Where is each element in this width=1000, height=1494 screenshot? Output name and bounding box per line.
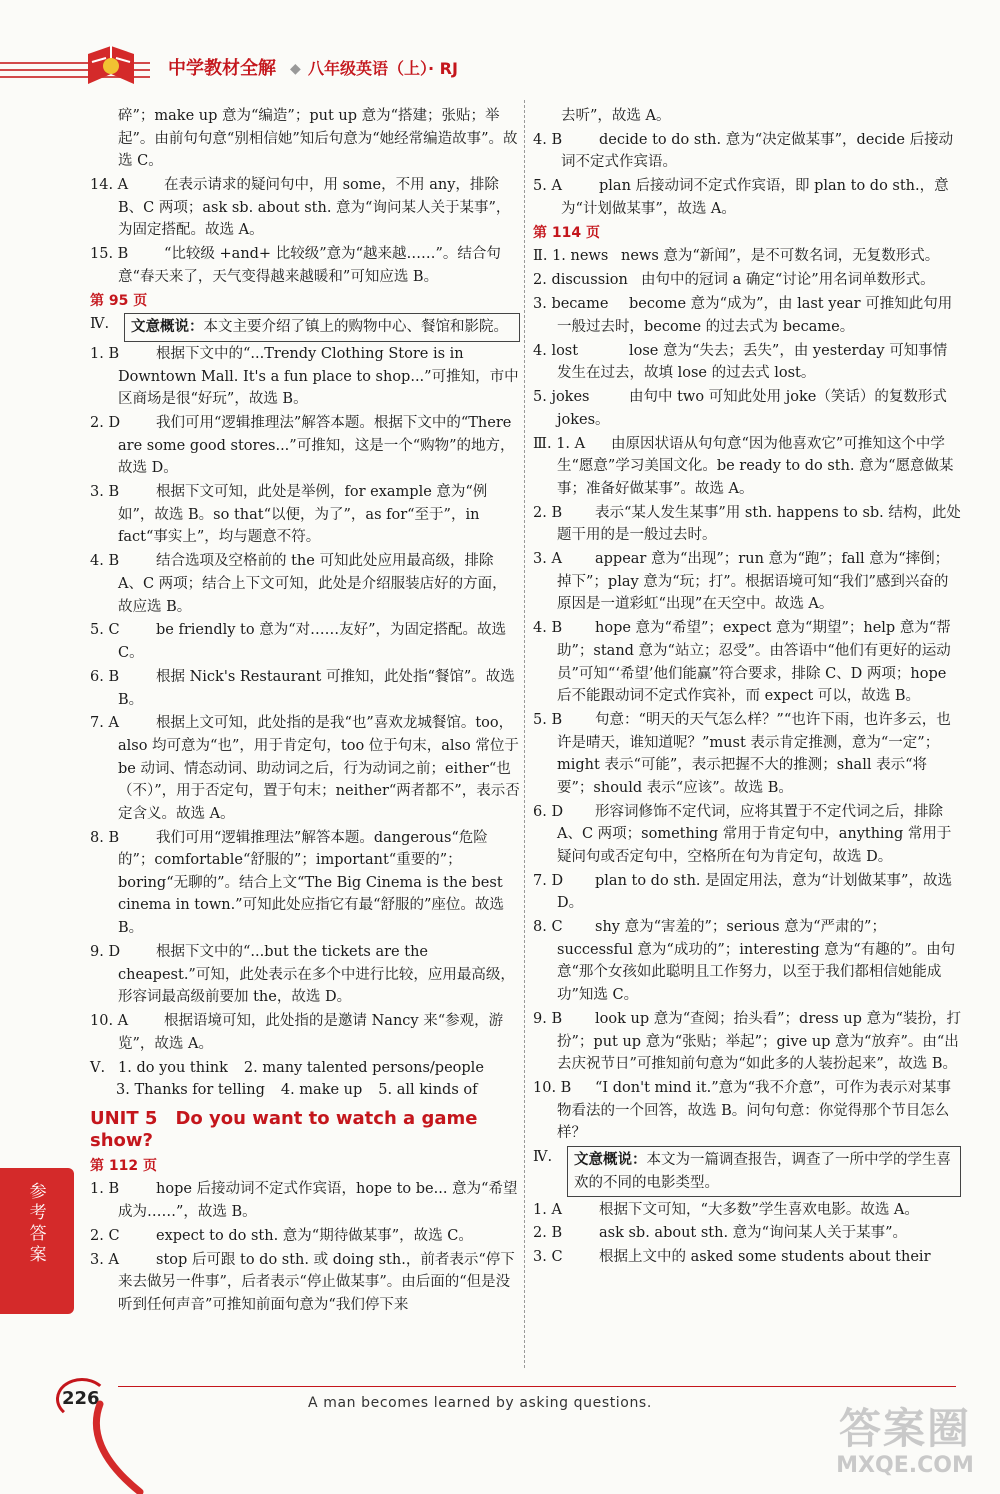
page-heading-114: 第 114 页 (533, 224, 600, 241)
answer-item (533, 175, 961, 220)
answer-number: 15. B (90, 246, 129, 263)
answer-text: lose 意为“失去；丢失”，由 yesterday 可知事情发生在过去，故填 lose 的过去式 lost。 (557, 342, 948, 382)
answer-text: 去听”，故选 A。 (561, 108, 671, 124)
answer-text: plan 后接动词不定式作宾语，即 plan to do sth.，意为“计划做某事”，故选 A。 (561, 178, 949, 217)
answer-item (533, 293, 961, 338)
answer-entry: 4. make up (280, 1082, 363, 1099)
page-112-answers (90, 1178, 520, 1316)
answer-text: decide to do sth. 意为“决定做某事”，decide 后接动词不定式作宾语。 (561, 131, 954, 171)
decorative-swoosh-icon (60, 1400, 150, 1494)
answer-text: 表示“某人发生某事”用 sth. happens to sb. 结构，此处题干用的是一般过去时。 (557, 504, 961, 544)
answer-entry: 1. do you think (118, 1059, 228, 1076)
answer-item (533, 1222, 961, 1245)
answer-item (90, 712, 520, 825)
answer-item (90, 1178, 520, 1223)
answer-number: 2. discussion (533, 272, 628, 289)
section-5-answers (90, 1057, 520, 1102)
answer-text: 形容词修饰不定代词，应将其置于不定代词之后，排除 A、C 两项；something 常用于肯定句中，anything 常用于疑问句或否定句中，空格所在句为肯定句，故选 D。 (557, 803, 952, 865)
answer-number: 2. B (533, 1225, 563, 1242)
answer-number: 4. lost (533, 342, 579, 359)
summary-text: 本文主要介绍了镇上的购物中心、餐馆和影院。 (203, 319, 508, 336)
page-heading-95: 第 95 页 (90, 292, 148, 309)
answer-item (533, 245, 961, 268)
answer-item (90, 412, 520, 480)
answer-number: 2. B (533, 504, 563, 521)
answer-number: 5. B (533, 712, 563, 728)
page-heading-112: 第 112 页 (90, 1157, 157, 1174)
answer-text: 根据上文可知，此处指的是我“也”喜欢龙城餐馆。too，also 均可意为“也”，用于肯定句，too 位于句末，also 常位于 be 动词、情态动词、助动词之后，行为动词之前；either“也（不）”，用于否定句，置于句末；neither“两者都不”，表示否定含义。故选 A。 (118, 715, 520, 822)
answer-number: 8. C (533, 919, 563, 936)
answer-number: Ⅱ. 1. news (533, 248, 609, 265)
answer-item (533, 709, 961, 799)
answer-item (533, 1077, 961, 1145)
answer-number: 1. A (533, 1201, 562, 1218)
answer-number: 9. B (533, 1010, 563, 1027)
answer-number: 4. B (533, 131, 563, 148)
answer-item (90, 105, 520, 173)
subject-title: 八年级英语（上）· RJ (308, 59, 458, 78)
answer-number: 1. B (90, 346, 120, 363)
answer-item (90, 343, 520, 411)
answer-text: 根据下文中的“...Trendy Clothing Store is in Downtown Mall. It's a fun place to shop...”可推知，市中区商场是很“好玩”，故选 B。 (118, 346, 519, 408)
left-items-continued (90, 105, 520, 288)
answer-item (533, 1199, 961, 1222)
answer-number: Ⅲ. 1. A (533, 435, 586, 452)
answer-item (90, 550, 520, 618)
unit-title: UNIT 5 Do you want to watch a game show? (90, 1107, 478, 1152)
answer-item (90, 481, 520, 549)
answer-item (533, 340, 961, 385)
answer-item (533, 801, 961, 869)
watermark-main: 答案圈 (838, 1404, 971, 1453)
answer-item (533, 269, 961, 292)
answer-number: 10. A (90, 1013, 129, 1030)
answer-number: 3. A (533, 551, 562, 568)
answer-number: 7. D (533, 872, 564, 889)
summary-label: 文意概说： (574, 1152, 647, 1169)
answer-number: 3. A (90, 1251, 119, 1268)
answer-text: 根据下文中的“...but the tickets are the cheapest.”可知，此处表示在多个中进行比较，应用最高级，形容词最高级前要加 the，故选 D。 (118, 943, 515, 1006)
answer-number: 3. became (533, 296, 609, 313)
answer-text: 由句中的冠词 a 确定“讨论”用名词单数形式。 (641, 272, 935, 289)
page-number: 226 (62, 1388, 100, 1409)
answer-item (533, 617, 961, 707)
answer-row (116, 1079, 520, 1102)
answer-item (533, 548, 961, 616)
answer-text: shy 意为“害羞的”；serious 意为“严肃的”；successful 意为“成功的”；interesting 意为“有趣的”。由句意“那个女孩如此聪明且工作努力，以至于我们都相信她能成功”知选 C。 (557, 919, 956, 1004)
answer-item (90, 666, 520, 711)
answer-number: 5. C (90, 622, 120, 639)
brand-title: 中学教材全解 (168, 58, 276, 79)
answer-text: 碎”；make up 意为“编造”；put up 意为“搭建；张贴；举起”。由前句句意“别相信她”知后句意为“她经常编造故事”。故选 C。 (118, 108, 518, 170)
answer-number: 2. D (90, 415, 121, 432)
right-items-continued (533, 105, 961, 221)
answer-item (533, 502, 961, 547)
summary-box (567, 1146, 961, 1197)
answer-number: 2. C (90, 1227, 120, 1244)
answer-text: look up 意为“查阅；抬头看”；dress up 意为“装扮，打扮”；put up 意为“张贴；举起”；give up 意为“放弃”。由“出去庆祝节日”可推知前句意为“如此多的人装扮起来”，故选 B。 (557, 1010, 961, 1073)
footer-motto: A man becomes learned by asking questions. (308, 1395, 652, 1411)
answer-text: 句意：“明天的天气怎么样？”“也许下雨，也许多云，也许是晴天，谁知道呢？”must 表示肯定推测，意为“一定”；might 表示“可能”，表示把握不大的推测；shall 表示“将要”；should 表示“应该”。故选 B。 (557, 712, 951, 796)
answer-number: 5. jokes (533, 389, 590, 406)
answer-item (90, 243, 520, 288)
answer-text: 在表示请求的疑问句中，用 some，不用 any，排除 B、C 两项；ask sb. about sth. 意为“询问某人关于某事”，为固定搭配。故选 A。 (118, 177, 511, 239)
answer-text: 根据下文可知，“大多数”学生喜欢电影。故选 A。 (599, 1201, 919, 1218)
answer-text: hope 后接动词不定式作宾语，hope to be... 意为“希望成为……”，故选 B。 (118, 1181, 518, 1221)
answer-item (533, 129, 961, 174)
answer-text: 由句中 two 可知此处用 joke（笑话）的复数形式 jokes。 (557, 389, 947, 428)
summary-label: 文意概说： (131, 319, 204, 336)
footer-rule (118, 1386, 956, 1387)
column-divider (524, 100, 525, 1368)
answer-text: become 意为“成为”，由 last year 可推知此句用一般过去时，become 的过去式为 became。 (557, 296, 953, 335)
answer-text: be friendly to 意为“对……友好”，为固定搭配。故选 C。 (118, 622, 507, 662)
answer-text: 根据语境可知，此处指的是邀请 Nancy 来“参观，游览”，故选 A。 (118, 1013, 504, 1052)
answer-entry: 5. all kinds of (378, 1082, 478, 1099)
answer-item (90, 619, 520, 664)
section-4-answers (533, 1199, 961, 1269)
left-column (90, 105, 520, 1318)
summary-text: 本文为一篇调查报告，调查了一所中学的学生喜欢的不同的电影类型。 (574, 1152, 951, 1191)
answer-text: hope 意为“希望”；expect 意为“期望”；help 意为“帮助”；stand 意为“站立；忍受”。由答语中“他们有更好的运动员”可知“‘希望’他们能赢”符合要求，排除 C、D 两项；hope 后不能跟动词不定式作宾补，而 expect 可以，故选 B。 (557, 620, 951, 705)
answer-item (533, 1246, 961, 1269)
answer-number: 10. B (533, 1079, 572, 1096)
answer-entry: 3. Thanks for telling (116, 1082, 265, 1099)
answer-item (90, 941, 520, 1009)
answer-text: 我们可用“逻辑推理法”解答本题。根据下文中的“There are some good stores...”可推知，这是一个“购物”的地方，故选 D。 (118, 415, 515, 477)
answer-number: 3. C (533, 1249, 563, 1266)
answer-item (90, 827, 520, 940)
answer-text: stop 后可跟 to do sth. 或 doing sth.，前者表示“停下来去做另一件事”，后者表示“停止做某事”。由后面的“但是没听到任何声音”可推知前面句意为“我们停下来 (118, 1251, 515, 1314)
header-separator: ◆ (290, 61, 301, 77)
answer-text: “比较级 +and+ 比较级”意为“越来越……”。结合句意“春天来了，天气变得越来越暖和”可知应选 B。 (118, 246, 501, 285)
answer-text: expect to do sth. 意为“期待做某事”，故选 C。 (156, 1227, 473, 1244)
answer-number: 3. B (90, 484, 120, 501)
answer-text: 根据 Nick's Restaurant 可推知，此处指“餐馆”。故选 B。 (118, 668, 515, 708)
page-114-answers (533, 245, 961, 1144)
answer-item (533, 386, 961, 431)
section-number: Ⅳ. (533, 1149, 553, 1166)
answer-number: 4. B (90, 553, 120, 570)
section-number: Ⅳ. (90, 316, 110, 333)
answer-number: 14. A (90, 177, 129, 194)
watermark-url: MXQE.COM (836, 1453, 974, 1478)
answer-text: 我们可用“逻辑推理法”解答本题。dangerous“危险的”；comfortable“舒服的”；important“重要的”；boring“无聊的”。结合上文“The Big Cinema is the best cinema in town.”可知此处应指它有最“舒服的”座位。故选 B。 (118, 829, 504, 937)
answer-text: news 意为“新闻”，是不可数名词，无复数形式。 (621, 248, 940, 265)
answer-text: appear 意为“出现”；run 意为“跑”；fall 意为“摔倒；掉下”；play 意为“玩；打”。根据语境可知“我们”感到兴奋的原因是一道彩虹“出现”在天空中。故选 A。 (557, 551, 950, 613)
answer-item (90, 174, 520, 242)
section-4-answers (90, 343, 520, 1055)
answer-number: 6. D (533, 803, 564, 820)
summary-box (124, 313, 520, 342)
answer-item (533, 105, 961, 128)
answer-text: “I don't mind it.”意为“我不介意”，可作为表示对某事物看法的一个回答，故选 B。问句句意：你觉得那个节目怎么样？ (557, 1079, 951, 1142)
answer-number: 1. B (90, 1181, 120, 1198)
answer-item (90, 1249, 520, 1317)
answer-item (533, 433, 961, 501)
answer-text: ask sb. about sth. 意为“询问某人关于某事”。 (599, 1225, 908, 1242)
answer-text: 结合选项及空格前的 the 可知此处应用最高级，排除 A、C 两项；结合上下文可知，此处是介绍服装店好的方面，故应选 B。 (118, 553, 507, 615)
answer-item (533, 870, 961, 915)
answer-number: 4. B (533, 620, 563, 637)
book-logo-icon (82, 44, 140, 90)
answer-number: 8. B (90, 829, 120, 846)
answer-item (533, 1008, 961, 1076)
answer-number: 7. A (90, 715, 119, 732)
answer-number: 6. B (90, 668, 120, 685)
page-header (0, 0, 1000, 100)
section-4-summary (533, 1146, 961, 1197)
tab-label: 参考答案 (25, 1182, 46, 1266)
section-number: Ⅴ. (90, 1059, 106, 1076)
answer-item (90, 1010, 520, 1055)
answer-item (533, 916, 961, 1006)
section-4-summary (90, 313, 520, 342)
answer-text: 根据下文可知，此处是举例，for example 意为“例如”，故选 B。so that“以便，为了”，as for“至于”，in fact“事实上”，均与题意不符。 (118, 484, 488, 546)
answer-row (118, 1057, 520, 1080)
reference-answers-tab (0, 1168, 74, 1314)
right-column (533, 105, 961, 1270)
answer-text: plan to do sth. 是固定用法，意为“计划做某事”，故选 D。 (557, 872, 952, 912)
answer-number: 9. D (90, 943, 121, 960)
answer-entry: 2. many talented persons/people (243, 1059, 484, 1076)
answer-text: 由原因状语从句句意“因为他喜欢它”可推知这个中学生“愿意”学习美国文化。be ready to do sth. 意为“愿意做某事；准备好做某事”。故选 A。 (557, 435, 954, 497)
answer-text: 根据上文中的 asked some students about their (599, 1249, 931, 1266)
answer-item (90, 1225, 520, 1248)
answer-number: 5. A (533, 178, 562, 195)
watermark (820, 1404, 990, 1492)
